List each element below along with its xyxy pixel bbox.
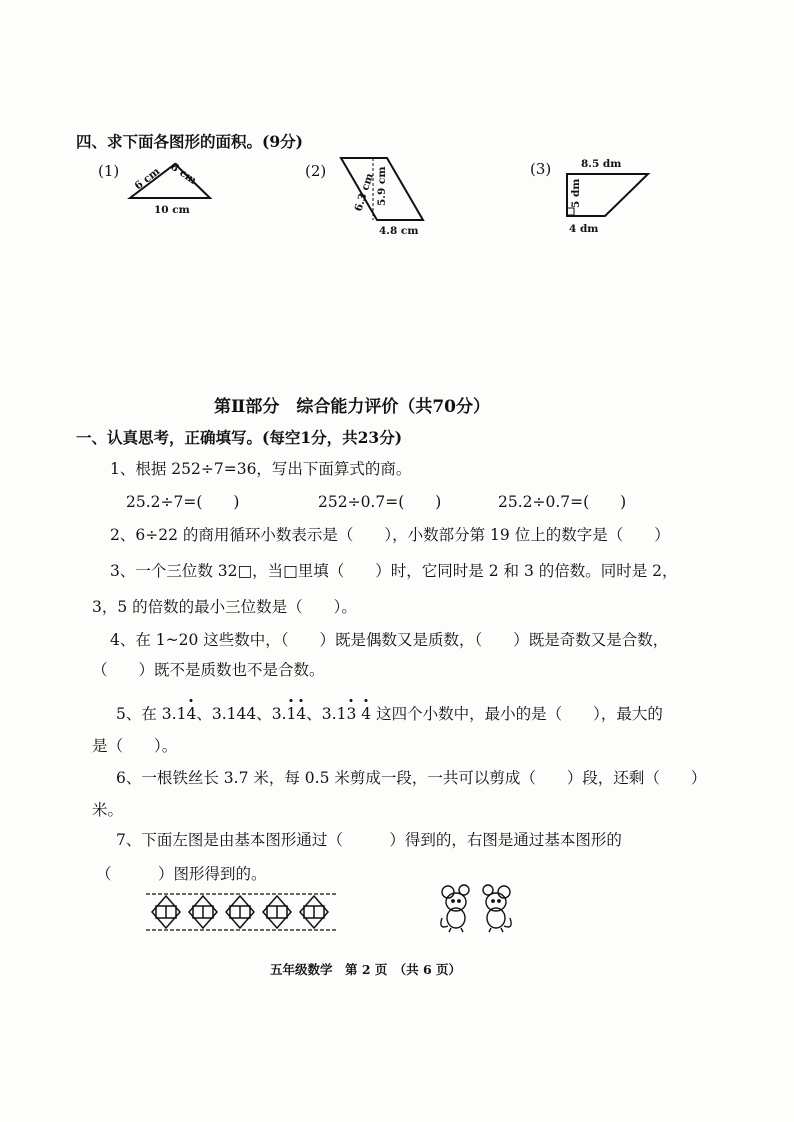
mouse-left — [441, 885, 469, 932]
parallelogram-base-label: 4.8 cm — [379, 225, 419, 237]
parallelogram-slant-label: 6.3 cm — [352, 171, 377, 213]
parallelogram-height-label: 5.9 cm — [376, 166, 388, 206]
question-7-line-1: 7、下面左图是由基本图形通过（ ）得到的，右图是通过基本图形的 — [116, 831, 622, 849]
question-6-line-2: 米。 — [92, 801, 124, 819]
question-1: 1、根据 252÷7=36，写出下面算式的商。 — [110, 460, 412, 478]
question-5-suffix: 这四个小数中，最小的是（ ），最大的 — [371, 705, 663, 723]
decimal-1: 3.14 — [161, 705, 197, 723]
triangle-figure — [120, 150, 230, 220]
question-5-prefix: 5、在 — [116, 705, 162, 723]
decimal-2: 3.144 — [211, 705, 257, 723]
pattern-tile — [263, 896, 291, 928]
pattern-tile — [152, 896, 180, 928]
repeat-dot: 3 — [346, 705, 357, 723]
triangle-left-side-label: 6 cm — [132, 165, 163, 193]
part-2-title: 第Ⅱ部分 综合能力评价（共70分） — [214, 397, 490, 417]
triangle-right-side-label: 8 cm — [168, 160, 199, 187]
page-footer: 五年级数学 第 2 页 （共 6 页） — [270, 962, 462, 977]
repeat-dot: 4 — [361, 705, 372, 723]
mouse-right — [483, 885, 511, 932]
question-1-item-2: 252÷0.7=( ) — [318, 493, 442, 511]
repeat-dot: 1 — [286, 705, 297, 723]
question-6-line-1: 6、一根铁丝长 3.7 米，每 0.5 米剪成一段，一共可以剪成（ ）段，还剩（ ） — [116, 769, 707, 787]
parallelogram-figure — [335, 150, 445, 250]
pattern-tile — [226, 896, 254, 928]
section-4-heading: 四、求下面各图形的面积。(9分) — [76, 132, 303, 151]
question-4-line-1: 4、在 1~20 这些数中，（ ）既是偶数又是质数，（ ）既是奇数又是合数， — [110, 631, 669, 649]
question-3-line-1: 3、一个三位数 32□，当□里填（ ）时，它同时是 2 和 3 的倍数。同时是 2， — [110, 562, 678, 580]
trapezoid-figure — [555, 150, 665, 240]
decimal-3: 3.14 — [271, 705, 307, 723]
question-1-item-3: 25.2÷0.7=( ) — [498, 493, 627, 511]
question-7-line-2: （ ）图形得到的。 — [96, 865, 267, 883]
repeat-dot: 4 — [296, 705, 307, 723]
triangle-base-label: 10 cm — [154, 204, 190, 216]
question-3-line-2: 3，5 的倍数的最小三位数是（ ）。 — [92, 598, 357, 616]
decimal-4: 3.13 4 — [321, 705, 372, 723]
question-5-line-1: 5、在 3.14、3.144、3.14、3.13 4 这四个小数中，最小的是（ ），最大的 — [116, 705, 663, 723]
repeat-dot: 4 — [186, 705, 197, 723]
question-1-item-1: 25.2÷7=( ) — [126, 493, 240, 511]
figure-1-number: (1) — [98, 162, 120, 180]
trapezoid-height-label: 5 dm — [570, 178, 582, 208]
trapezoid-bottom-label: 4 dm — [569, 223, 599, 235]
translation-pattern-figure — [146, 890, 342, 938]
section-1-heading: 一、认真思考，正确填写。(每空1分，共23分) — [76, 428, 403, 447]
figure-2-number: (2) — [305, 162, 327, 180]
figure-3-number: (3) — [530, 160, 552, 178]
trapezoid-top-label: 8.5 dm — [581, 158, 622, 170]
question-4-line-2: （ ）既不是质数也不是合数。 — [92, 661, 325, 679]
pattern-tile — [300, 896, 328, 928]
mirrored-mice-figure — [436, 882, 516, 934]
question-2: 2、6÷22 的商用循环小数表示是（ ），小数部分第 19 位上的数字是（ ） — [110, 526, 670, 544]
pattern-tile — [189, 896, 217, 928]
question-5-line-2: 是（ ）。 — [92, 737, 178, 755]
